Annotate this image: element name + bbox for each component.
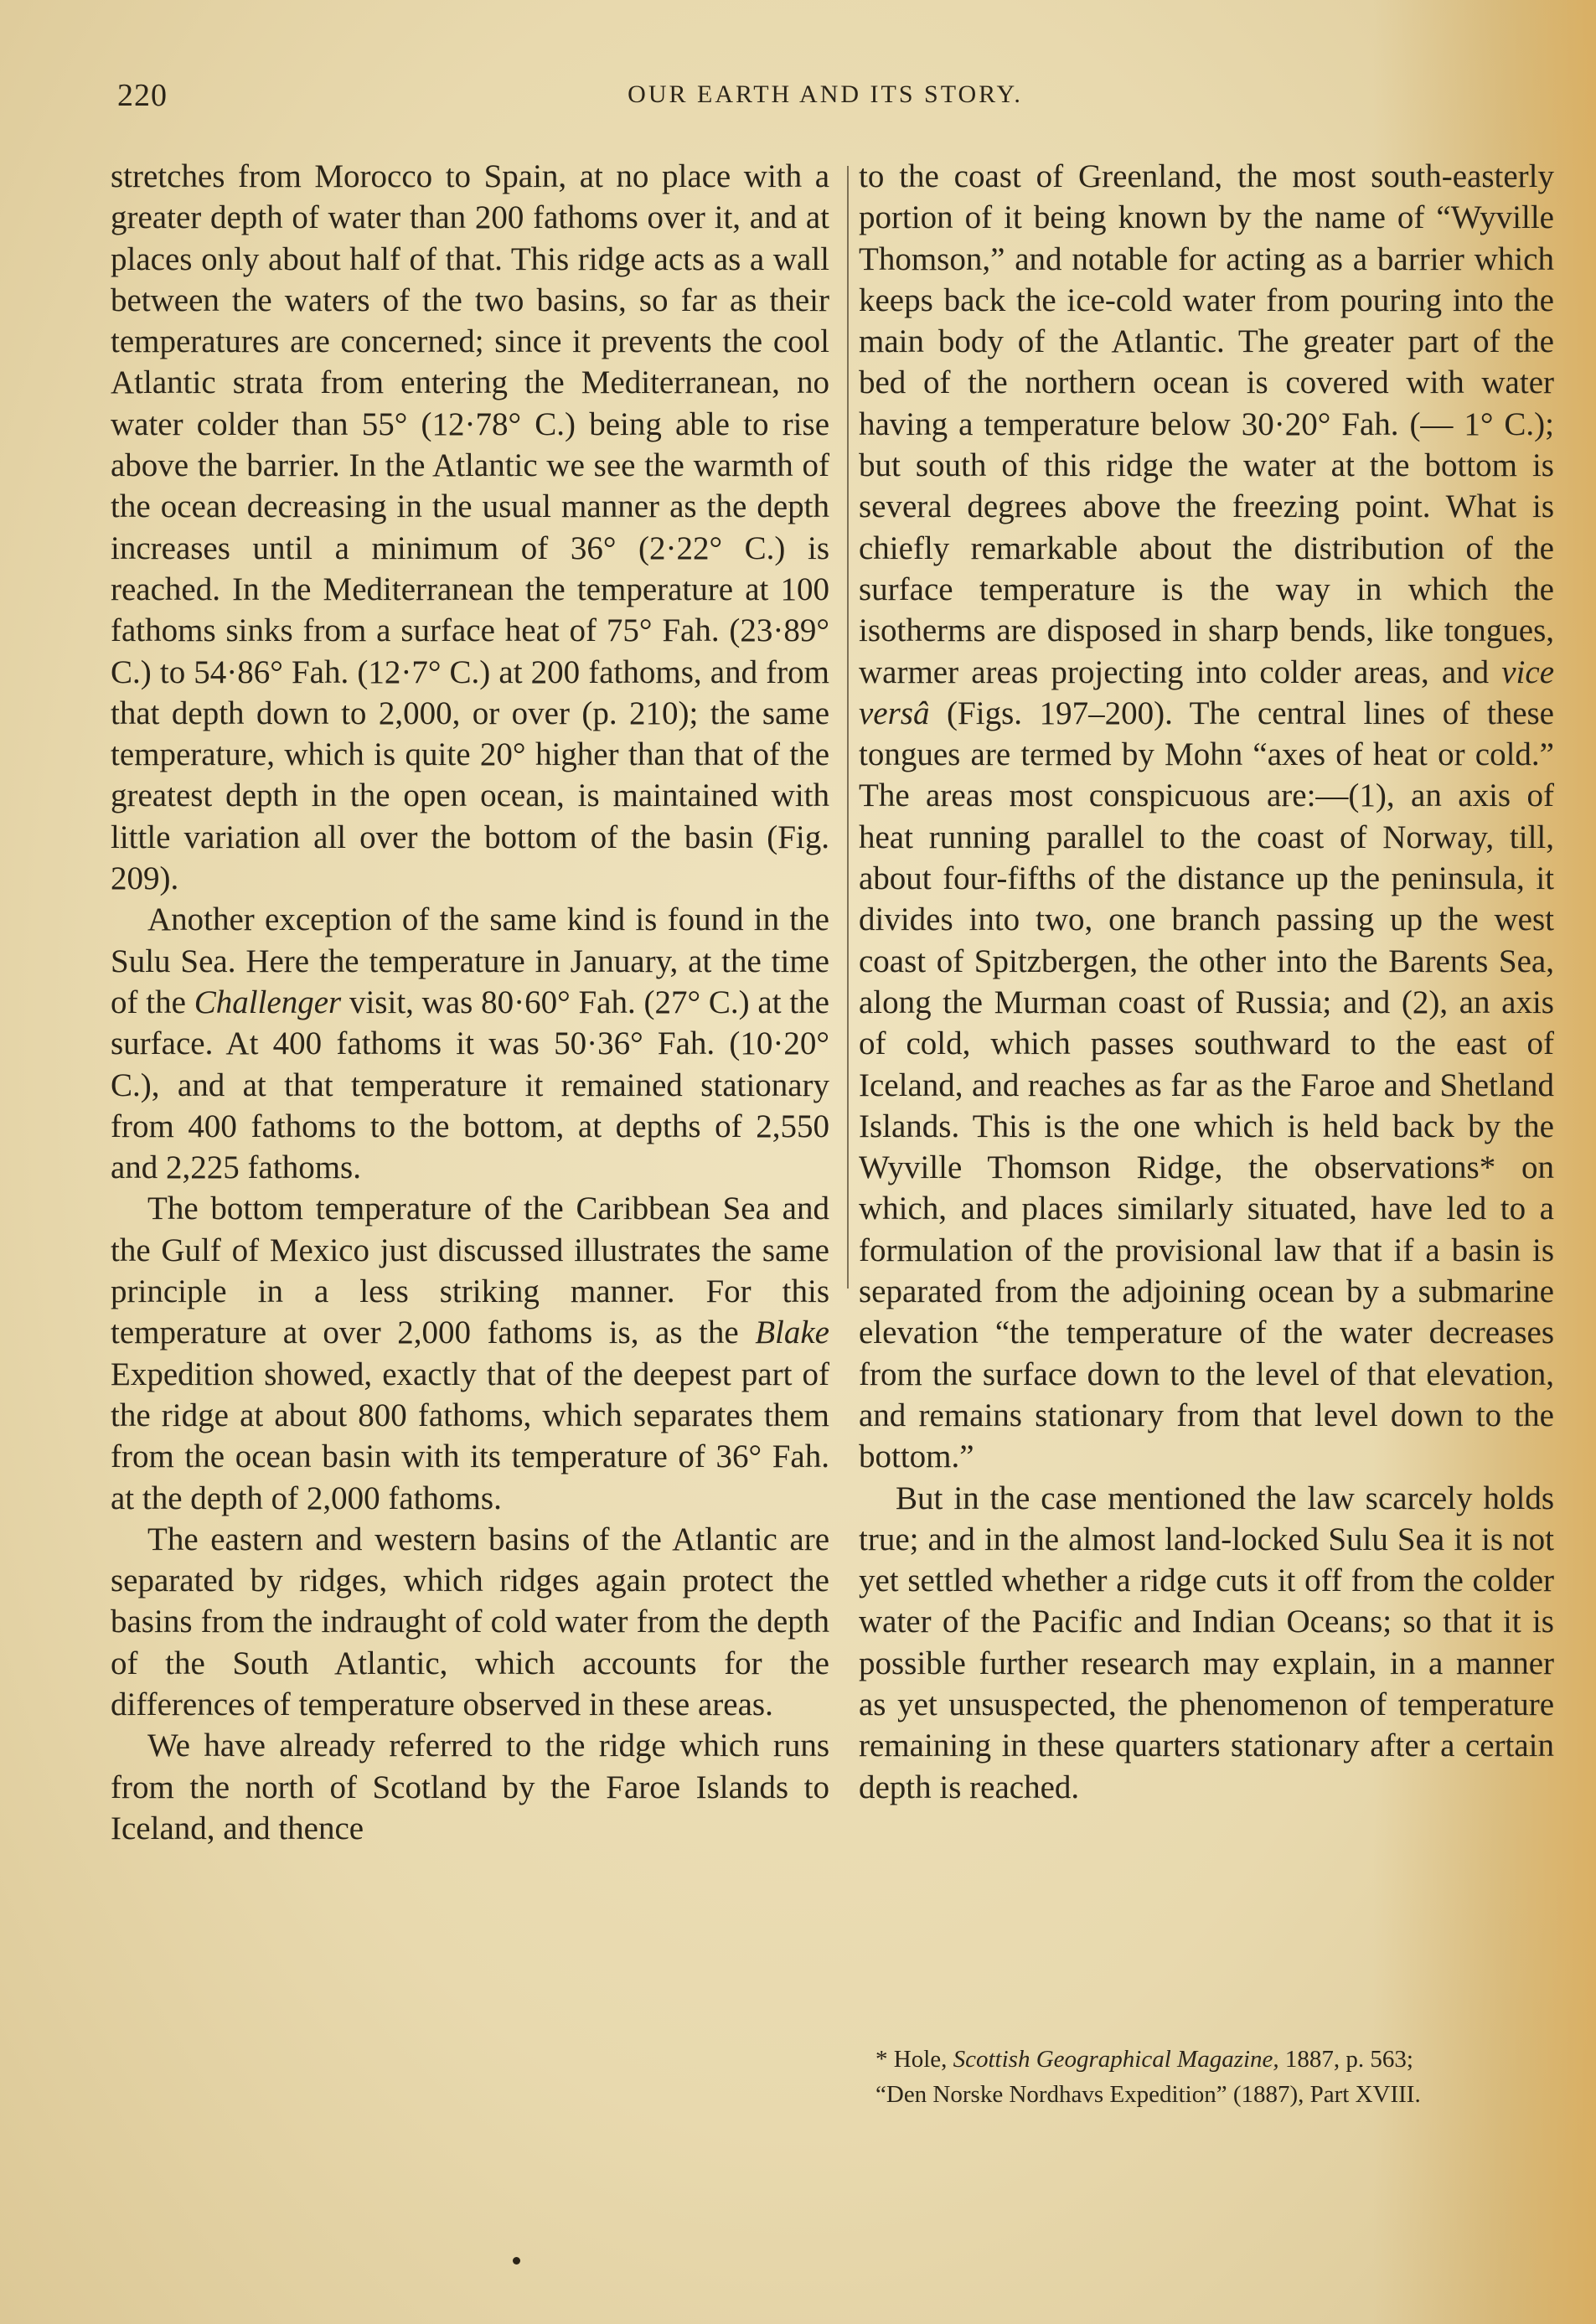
footnote-line-2: “Den Norske Nordhavs Expedition” (1887), Part XVIII. — [875, 2081, 1421, 2108]
ship-name-blake: Blake — [755, 1314, 829, 1351]
left-p3-text-a: The bottom temperature of the Caribbean Sea and the Gulf of Mexico just discussed illustrates the same principle in a less striking manner. For this temperature at over 2,000 fathoms is, as the — [111, 1190, 829, 1351]
left-p2-text-b: visit, was 80·60° Fah. (27° C.) at the surface. At 400 fathoms it was 50·36° Fah. (10·20° C.), and at that temperature it remained stationary from 400 fathoms to the bottom, at depths of 2,550 and 2,225 fathoms. — [111, 984, 829, 1186]
right-paragraph-2: But in the case mentioned the law scarcely holds true; and in the almost land-locked Sulu Sea it is not yet settled whether a ridge cuts it off from the colder water of the Pacific and Indian Oceans; so that it is possible further research may explain, in a manner as yet unsuspected, the phenomenon of temperature remaining in these quarters stationary after a certain depth is reached. — [859, 1480, 1554, 1805]
footnote-author: * Hole, — [875, 2046, 953, 2073]
footnote-journal: Scottish Geographical Magazine, — [953, 2046, 1279, 2073]
running-title: OUR EARTH AND ITS STORY. — [628, 80, 1023, 108]
page-number: 220 — [117, 78, 168, 113]
footnote-citation: 1887, p. 563; — [1278, 2046, 1413, 2073]
column-divider — [847, 166, 849, 1289]
left-p2-text-a: Another exception of the same kind is found in the Sulu Sea. Here the temperature in January, at the time of the — [111, 901, 829, 1020]
ink-speck-mark — [513, 2257, 520, 2265]
page-header — [117, 77, 1533, 119]
left-paragraph-5: We have already referred to the ridge which runs from the north of Scotland by the Faroe Islands to Iceland, and thence — [111, 1728, 829, 1846]
left-paragraph-1: stretches from Morocco to Spain, at no place with a greater depth of water than 200 fathoms over it, and at places only about half of that. This ridge acts as a wall between the waters of the two basins, so far as their temperatures are concerned; since it prevents the cool Atlantic strata from entering the Mediterranean, no water colder than 55° (12·78° C.) being able to rise above the barrier. In the Atlantic we see the warmth of the ocean decreasing in the usual manner as the depth increases until a minimum of 36° (2·22° C.) is reached. In the Mediterranean the temperature at 100 fathoms sinks from a surface heat of 75° Fah. (23·89° C.) to 54·86° Fah. (12·7° C.) at 200 fathoms, and from that depth down to 2,000, or over (p. 210); the same temperature, which is quite 20° higher than that of the greatest depth in the open ocean, is maintained with little variation all over the bottom of the basin (Fig. 209). — [111, 158, 829, 897]
footnote-line-1 — [875, 2042, 1546, 2077]
footnote — [875, 2042, 1546, 2112]
latin-vice-versa: vice versâ — [859, 653, 1554, 731]
left-paragraph-3 — [111, 1188, 829, 1518]
right-p1-text-a: to the coast of Greenland, the most south-easterly portion of it being known by the name of “Wyville Thomson,” and notable for acting as a barrier which keeps back the ice-cold water from pouring into the main body of the Atlantic. The greater part of the bed of the northern ocean is covered with water having a temperature below 30·20° Fah. (— 1° C.); but south of this ridge the water at the bottom is several degrees above the freezing point. What is chiefly remarkable about the distribution of the surface temperature is the way in which the isotherms are disposed in sharp bends, like tongues, warmer areas projecting into colder areas, and — [859, 158, 1554, 690]
ship-name-challenger: Challenger — [194, 984, 342, 1020]
right-paragraph-1 — [859, 156, 1554, 1478]
left-column — [111, 156, 829, 1849]
left-paragraph-2 — [111, 899, 829, 1188]
left-paragraph-4: The eastern and western basins of the Atlantic are separated by ridges, which ridges again protect the basins from the indraught of cold water from the depth of the South Atlantic, which accounts for the differences of temperature observed in these areas. — [111, 1521, 829, 1722]
left-p3-text-b: Expedition showed, exactly that of the deepest part of the ridge at about 800 fathoms, which separates them from the ocean basin with its temperature of 36° Fah. at the depth of 2,000 fathoms. — [111, 1356, 829, 1516]
right-p1-text-b: (Figs. 197–200). The central lines of these tongues are termed by Mohn “axes of heat or cold.” The areas most conspicuous are:—(1), an axis of heat running parallel to the coast of Norway, till, about four-fifths of the distance up the peninsula, it divides into two, one branch passing up the west coast of Spitzbergen, the other into the Barents Sea, along the Murman coast of Russia; and (2), an axis of cold, which passes southward to the east of Iceland, and reaches as far as the Faroe and Shetland Islands. This is the one which is held back by the Wyville Thomson Ridge, the observations* on which, and places similarly situated, have led to a formulation of the provisional law that if a basin is separated from the adjoining ocean by a submarine elevation “the temperature of the water decreases from the surface down to the level of that elevation, and remains stationary from that level down to the bottom.” — [859, 695, 1554, 1475]
right-column — [859, 156, 1554, 1808]
